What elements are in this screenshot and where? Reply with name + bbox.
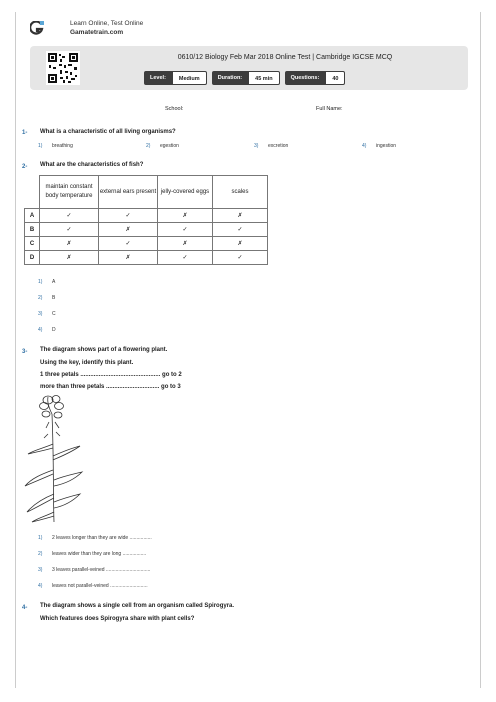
- row-label: B: [25, 223, 40, 237]
- table-cell: ✗: [99, 223, 158, 237]
- table-header-row: [25, 176, 268, 209]
- table-cell: ✓: [40, 209, 99, 223]
- table-cell: ✗: [40, 237, 99, 251]
- table-cell: ✗: [158, 237, 213, 251]
- table-cell: ✗: [99, 251, 158, 265]
- question-3-line-2: Using the key, identify this plant.: [40, 360, 134, 366]
- question-3-line-1: The diagram shows part of a flowering plant.: [40, 347, 168, 353]
- question-2-number: 2-: [22, 164, 28, 170]
- table-row: [25, 237, 268, 251]
- duration-label: Duration:: [212, 71, 248, 85]
- table-cell: ✗: [40, 251, 99, 265]
- questions-badge: [285, 71, 346, 85]
- q3-option-3-number[interactable]: 3): [38, 567, 43, 573]
- q3-option-2-number[interactable]: 2): [38, 551, 43, 557]
- table-cell: ✓: [213, 251, 268, 265]
- table-cell: ✓: [158, 251, 213, 265]
- level-value: Medium: [172, 71, 207, 85]
- table-row: [25, 209, 268, 223]
- q2-option-4-text[interactable]: D: [52, 327, 56, 333]
- level-label: Level:: [144, 71, 172, 85]
- q2-option-2-number[interactable]: 2): [38, 295, 43, 301]
- table-cell: ✗: [213, 209, 268, 223]
- question-4-number: 4-: [22, 605, 28, 611]
- question-4-line-1: The diagram shows a single cell from an organism called Spirogyra.: [40, 603, 235, 609]
- q2-option-1-text[interactable]: A: [52, 279, 56, 285]
- question-1-number: 1-: [22, 130, 28, 136]
- full-name-field-label: Full Name:: [316, 106, 343, 112]
- fish-characteristics-table: [24, 175, 268, 265]
- question-3-key-line-2: more than three petals ................................ go to 3: [40, 384, 181, 390]
- table-header: scales: [213, 176, 268, 209]
- q1-option-2-number[interactable]: 2): [146, 143, 151, 149]
- table-cell: ✓: [99, 237, 158, 251]
- page-border-left: [15, 12, 16, 688]
- q3-option-4-text[interactable]: leaves not parallel-veined ...........................: [52, 583, 148, 589]
- question-1-text: What is a characteristic of all living organisms?: [40, 129, 176, 135]
- row-label: A: [25, 209, 40, 223]
- table-header: jelly-covered eggs: [158, 176, 213, 209]
- table-cell: ✓: [158, 223, 213, 237]
- table-header: maintain constant body temperature: [40, 176, 99, 209]
- test-meta-badges: [144, 71, 345, 85]
- test-header: [30, 46, 468, 90]
- table-row: [25, 251, 268, 265]
- q2-option-3-text[interactable]: C: [52, 311, 56, 317]
- q3-option-3-text[interactable]: 3 leaves parallel-veined ................................: [52, 567, 151, 573]
- question-3-number: 3-: [22, 349, 28, 355]
- row-label: C: [25, 237, 40, 251]
- brand-site-link[interactable]: Gamatetrain.com: [70, 29, 124, 36]
- q1-option-1-text[interactable]: breathing: [52, 143, 73, 149]
- table-row: [25, 223, 268, 237]
- q1-option-1-number[interactable]: 1): [38, 143, 43, 149]
- level-badge: [144, 71, 207, 85]
- page-border-right: [480, 12, 481, 688]
- q2-option-3-number[interactable]: 3): [38, 311, 43, 317]
- table-header: external ears present: [99, 176, 158, 209]
- questions-value: 40: [325, 71, 345, 85]
- duration-value: 45 min: [248, 71, 279, 85]
- table-cell: ✓: [40, 223, 99, 237]
- q2-option-2-text[interactable]: B: [52, 295, 56, 301]
- q3-option-4-number[interactable]: 4): [38, 583, 43, 589]
- q3-option-2-text[interactable]: leaves wider than they are long .................: [52, 551, 147, 557]
- table-cell: ✓: [213, 223, 268, 237]
- q1-option-4-number[interactable]: 4): [362, 143, 367, 149]
- row-label: D: [25, 251, 40, 265]
- q1-option-4-text[interactable]: ingestion: [376, 143, 397, 149]
- table-cell: ✗: [158, 209, 213, 223]
- duration-badge: [212, 71, 280, 85]
- q1-option-2-text[interactable]: egestion: [160, 143, 179, 149]
- q2-option-4-number[interactable]: 4): [38, 327, 43, 333]
- q3-option-1-text[interactable]: 2 leaves longer than they are wide ................: [52, 535, 152, 541]
- q1-option-3-number[interactable]: 3): [254, 143, 259, 149]
- question-3-key-line-1: 1 three petals ................................................ go to 2: [40, 372, 182, 378]
- test-title: 0610/12 Biology Feb Mar 2018 Online Test | Cambridge IGCSE MCQ: [177, 54, 393, 61]
- q3-option-1-number[interactable]: 1): [38, 535, 43, 541]
- question-4-line-2: Which features does Spirogyra share with plant cells?: [40, 616, 195, 622]
- q2-option-1-number[interactable]: 1): [38, 279, 43, 285]
- flowering-plant-diagram: [22, 394, 84, 524]
- table-corner-cell: [25, 176, 40, 209]
- q1-option-3-text[interactable]: excretion: [268, 143, 289, 149]
- questions-label: Questions:: [285, 71, 326, 85]
- brand-tagline: Learn Online, Test Online: [70, 20, 144, 27]
- qr-code-icon: [46, 51, 80, 85]
- gamatrain-logo-icon: [30, 21, 44, 35]
- table-cell: ✗: [213, 237, 268, 251]
- table-cell: ✓: [99, 209, 158, 223]
- school-field-label: School:: [165, 106, 184, 112]
- question-2-text: What are the characteristics of fish?: [40, 162, 144, 168]
